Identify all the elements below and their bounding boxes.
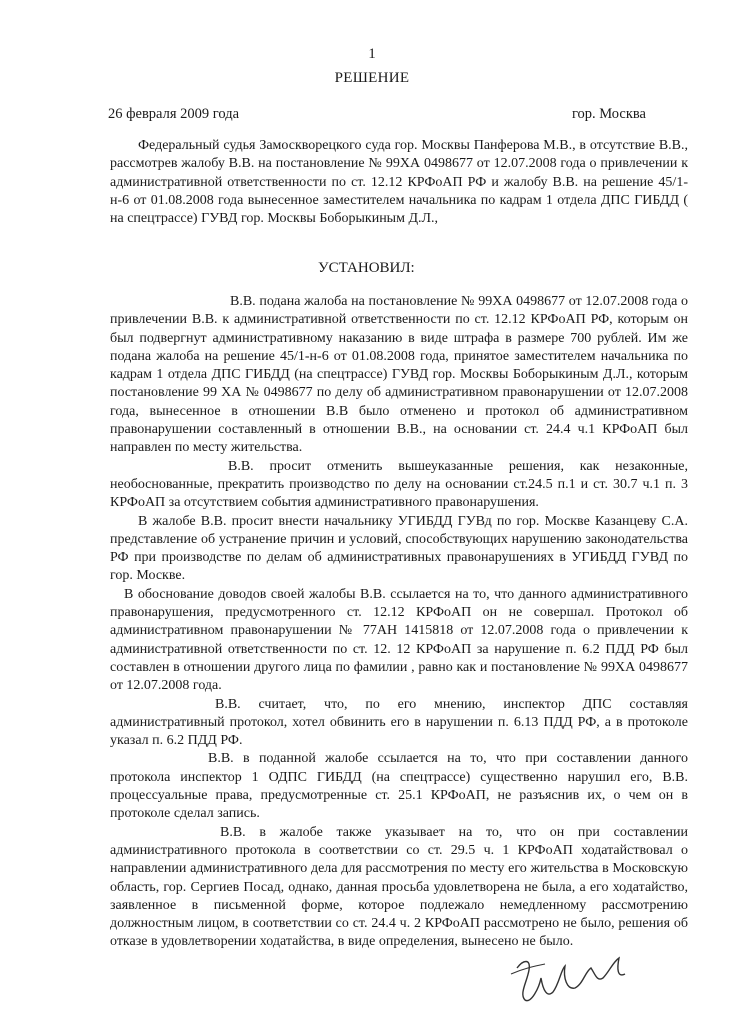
page-number: 1 bbox=[368, 46, 376, 62]
document-title: РЕШЕНИЕ bbox=[334, 70, 410, 86]
paragraph: В.В. просит отменить вышеуказанные решения, как незаконные, необоснованные, прекратить производство по делу на основании ст.24.5 п.1 и ст. 30.7 ч.1 п. 3 КРФоАП за отсутствием события административного правонарушения. bbox=[110, 458, 688, 511]
paragraph: В.В. в жалобе также указывает на то, что он при составлении административного протокола в соответствии со ст. 29.5 ч. 1 КРФоАП ходатайствовал о направлении административного дела для рассмотрения по месту его жительства в Московскую область, гор. Сергиев Посад, однако, данная просьба удовлетворена не была, а его ходатайство, заявленное в письменной форме, которое подлежало немедленному рассмотрению должностным лицом, в соответствии со ст. 24.4 ч. 2 КРФоАП рассмотрено не было, решения об отказе в удовлетворении ходатайства, в виде определения, вынесено не было. bbox=[110, 824, 688, 950]
handwritten-signature bbox=[505, 938, 655, 1008]
paragraph: В.В. считает, что, по его мнению, инспектор ДПС составляя административный протокол, хотел обвинить его в нарушении п. 6.13 ПДД РФ, а в протоколе указал п. 6.2 ПДД РФ. bbox=[110, 696, 688, 749]
paragraph: В.В. в поданной жалобе ссылается на то, что при составлении данного протокола инспектор 1 ОДПС ГИБДД (на спецтрассе) существенно нарушил его, В.В. процессуальные права, предусмотренные ст. 25.1 КРФоАП, не разъяснив их, о чем он в протоколе сделал запись. bbox=[110, 751, 688, 822]
document-city: гор. Москва bbox=[571, 106, 646, 122]
paragraph: В.В. подана жалоба на постановление № 99ХА 0498677 от 12.07.2008 года о привлечении В.В. к административной ответственности по ст. 12.12 КРФоАП РФ, которым он был подвергнут административному наказанию в виде штрафа в размере 700 рублей. Им же подана жалоба на решение 45/1-н-6 от 01.08.2008 года, принятое заместителем начальника по кадрам 1 отдела ДПС ГИБДД (на спецтрассе) ГУВД гор. Москвы Боборыкиным Д.Л., которым постановление 99 ХА № 0498677 по делу об административном правонарушении от 12.07.2008 года, вынесенное в отношении В.В было отменено и протокол об административном правонарушении составленный в отношении В.В., на основании ст. 24.4 ч.1 КРФоАП был направлен по месту жительства. bbox=[110, 294, 688, 456]
document-date: 26 февраля 2009 года bbox=[108, 106, 240, 122]
intro-paragraph: Федеральный судья Замоскворецкого суда гор. Москвы Панферова М.В., в отсутствие В.В., рассмотрев жалобу В.В. на постановление № 99ХА 0498677 от 12.07.2008 года о привлечении к административной ответственности по ст. 12.12 КРФоАП РФ и жалобу В.В. на решение 45/1-н-6 от 01.08.2008 года вынесенное заместителем начальника по кадрам 1 отдела ДПС ГИБДД ( на спецтрассе) ГУВД гор. Москвы Боборыкиным Д.Л., bbox=[110, 138, 688, 227]
paragraph: В обоснование доводов своей жалобы В.В. ссылается на то, что данного административного правонарушения, предусмотренного ст. 12.12 КРФоАП он не совершал. Протокол об административном правонарушении № 77АН 1415818 от 12.07.2008 года о привлечении к административной ответственности по ст. 12. 12 КРФоАП за нарушение п. 6.2 ПДД РФ был составлен в отношении другого лица по фамилии , равно как и постановление № 99ХА 0498677 от 12.07.2008 года. bbox=[110, 586, 688, 694]
section-heading: УСТАНОВИЛ: bbox=[318, 260, 415, 276]
paragraph: В жалобе В.В. просит внести начальнику УГИБДД ГУВд по гор. Москве Казанцеву С.А. представление об устранение причин и условий, способствующих нарушению законодательства РФ при производстве по делам об административных правонарушениях в УГИБДД ГУВД по гор. Москве. bbox=[110, 513, 688, 584]
decision-body bbox=[110, 293, 688, 952]
